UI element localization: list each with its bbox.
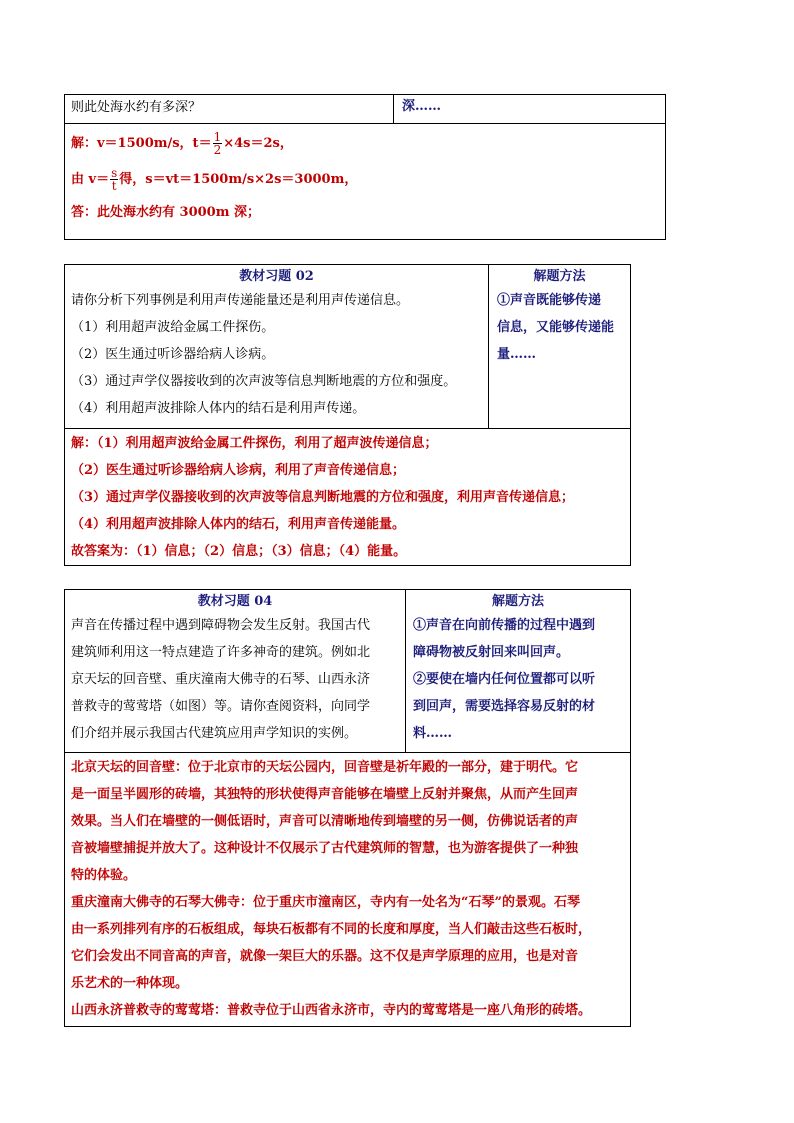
t1-solution-line-2 [65,162,665,198]
t1-method-cell [394,95,666,124]
t3-method-line: 料…… [413,726,453,741]
t2-answer-line: 解：（1）利用超声波给金属工件探伤，利用了超声波传递信息； [71,436,438,451]
t3-answer-line: 它们会发出不同音高的声音，就像一架巨大的乐器。这不仅是声学原理的应用，也是对音 [71,949,579,964]
table-3 [64,589,631,1027]
t1-sol2-text-a: 由 v＝ [71,172,110,187]
t3-answer-line: 山西永济普救寺的莺莺塔：普救寺位于山西省永济市，寺内的莺莺塔是一座八角形的砖塔。 [71,1003,592,1018]
table-2 [64,264,631,566]
t3-answer-line: 北京天坛的回音壁：位于北京市的天坛公园内，回音壁是祈年殿的一部分，建于明代。它 [71,760,579,775]
t1-sol1-text-b: ×4s＝2s， [223,136,293,151]
t1-solution-cell [65,124,666,240]
t3-question-line: 声音在传播过程中遇到障碍物会发生反射。我国古代 [71,618,371,633]
table-1 [64,94,666,240]
t2-answer-line: （3）通过声学仪器接收到的次声波等信息判断地震的方位和强度，利用声音传递信息； [71,490,575,505]
t3-method-line: ②要使在墙内任何位置都可以听 [413,672,596,687]
t2-question-cell [65,265,489,429]
t2-method-line: ①声音既能够传递 [497,293,602,308]
t3-answer-line: 音被墙壁捕捉并放大了。这种设计不仅展示了古代建筑师的智慧，也为游客提供了一种独 [71,841,579,856]
t1-solution-line-1 [65,124,665,162]
t1-frac1-num: 1 [213,130,222,144]
t3-answer-cell [65,753,631,1027]
t3-answer-line: 重庆潼南大佛寺的石琴大佛寺：位于重庆市潼南区，寺内有一处名为“石琴”的景观。石琴 [71,895,580,910]
t3-question-cell [65,590,406,753]
t1-method: 深…… [402,99,442,114]
t2-answer-line: （2）医生通过听诊器给病人诊病，利用了声音传递信息； [71,463,406,478]
t2-question-line: （3）通过声学仪器接收到的次声波等信息判断地震的方位和强度。 [71,374,457,389]
t3-method-line: 障碍物被反射回来叫回声。 [413,645,570,660]
t3-header-right: 解题方法 [491,594,544,609]
t1-solution-line-3: 答：此处海水约有 3000m 深； [71,205,260,220]
t3-question-line: 建筑师利用这一特点建造了许多神奇的建筑。例如北 [71,645,371,660]
t2-method-cell [489,265,631,429]
t2-answer-cell [65,429,631,566]
t2-question-line: （2）医生通过听诊器给病人诊病。 [71,347,275,362]
t2-question-line: 请你分析下列事例是利用声传递能量还是利用声传递信息。 [71,293,410,308]
t3-method-line: ①声音在向前传播的过程中遇到 [413,618,596,633]
t1-fraction-half [213,131,223,156]
t3-answer-line: 效果。当人们在墙壁的一侧低语时，声音可以清晰地传到墙壁的另一侧，仿佛说话者的声 [71,814,579,829]
t1-question: 则此处海水约有多深？ [71,100,202,115]
t2-method-line: 信息，又能够传递能 [497,320,615,335]
t3-question-line: 普救寺的莺莺塔（如图）等。请你查阅资料，向同学 [71,699,371,714]
t1-frac1-den: 2 [213,143,222,157]
t2-method-line: 量…… [497,347,537,362]
t2-final-answer: 故答案为：（1）信息；（2）信息；（3）信息；（4）能量。 [71,544,407,559]
t3-header-left: 教材习题 04 [197,594,273,609]
t3-method-cell [406,590,631,753]
t2-header-right: 解题方法 [533,269,586,284]
t1-frac2-den: t [111,179,117,193]
t1-sol1-text-a: 解：v＝1500m/s，t＝ [71,136,212,151]
t3-question-line: 京天坛的回音壁、重庆潼南大佛寺的石琴、山西永济 [71,672,371,687]
t2-answer-line: （4）利用超声波排除人体内的结石，利用声音传递能量。 [71,517,406,532]
t1-question-cell [65,95,394,124]
t2-question-line: （4）利用超声波排除人体内的结石是利用声传递。 [71,401,366,416]
t3-method-line: 到回声，需要选择容易反射的材 [413,699,596,714]
t1-frac2-num: s [111,166,118,180]
t1-sol2-text-b: 得，s＝vt＝1500m/s×2s＝3000m， [119,172,358,187]
t3-answer-line: 由一系列排列有序的石板组成，每块石板都有不同的长度和厚度，当人们敲击这些石板时， [71,922,592,937]
t3-question-line: 们介绍并展示我国古代建筑应用声学知识的实例。 [71,726,358,741]
t2-question-line: （1）利用超声波给金属工件探伤。 [71,320,275,335]
t1-fraction-s-over-t [110,167,118,192]
t3-answer-line: 乐艺术的一种体现。 [71,976,189,991]
t3-answer-line: 是一面呈半圆形的砖墙，其独特的形状使得声音能够在墙壁上反射并聚焦，从而产生回声 [71,787,579,802]
t3-answer-line: 特的体验。 [71,868,137,883]
t2-header-left: 教材习题 02 [239,269,314,284]
